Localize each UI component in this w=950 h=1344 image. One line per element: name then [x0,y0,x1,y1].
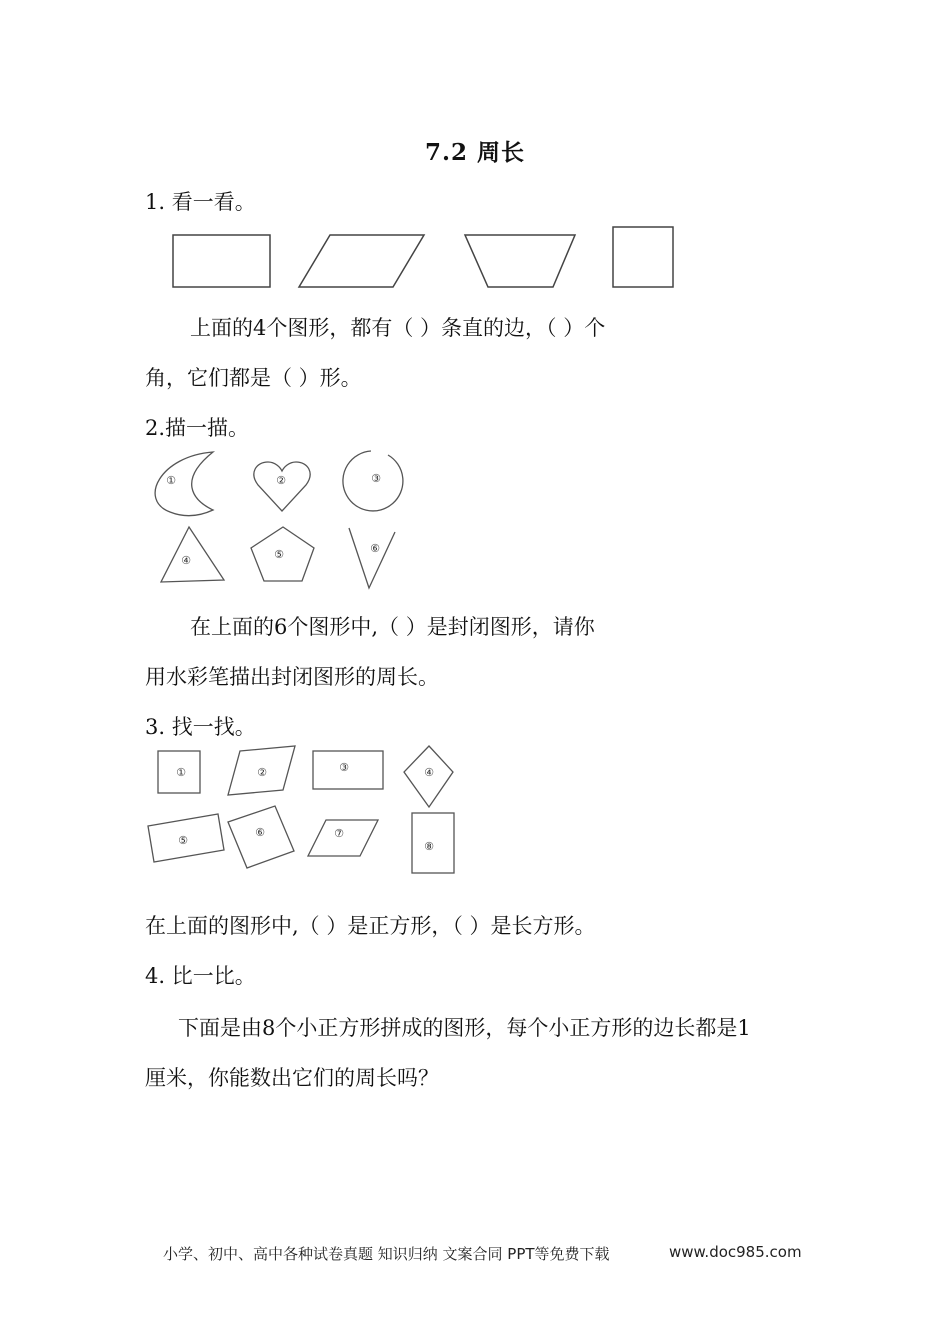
q3-heading: 3. 找一找。 [145,715,256,739]
q2-label-2: ② [276,474,286,487]
q3-label-3: ③ [339,761,349,774]
q4-heading: 4. 比一比。 [145,964,256,988]
q4-text-line2: 厘米，你能数出它们的周长吗？ [145,1066,439,1090]
q1-heading: 1. 看一看。 [145,190,256,214]
footer-site: www.doc985.com [669,1243,802,1261]
q2-text-line2: 用水彩笔描出封闭图形的周长。 [145,665,439,689]
q3-label-7: ⑦ [334,827,344,840]
q1-text-line2: 角，它们都是（ ）形。 [145,366,362,390]
q3-label-8: ⑧ [424,840,434,853]
q3-text-line1: 在上面的图形中,（ ）是正方形，（ ）是长方形。 [145,914,596,938]
q2-label-5: ⑤ [274,548,284,561]
q2-label-1: ① [166,474,176,487]
q2-label-3: ③ [371,472,381,485]
q2-label-6: ⑥ [370,542,380,555]
q2-heading: 2.描一描。 [145,416,250,440]
q3-label-2: ② [257,766,267,779]
q3-label-1: ① [176,766,186,779]
page-title: 7.2 周长 [424,139,526,166]
footer-text: 小学、初中、高中各种试卷真题 知识归纳 文案合同 PPT等免费下载 [163,1245,610,1263]
q2-label-4: ④ [181,554,191,567]
q3-label-5: ⑤ [178,834,188,847]
q3-label-6: ⑥ [255,826,265,839]
q1-text-line1: 上面的4个图形，都有（ ）条直的边，（ ）个 [190,316,606,340]
q3-label-4: ④ [424,766,434,779]
q2-text-line1: 在上面的6个图形中,（ ）是封闭图形，请你 [190,615,595,639]
q4-text-line1: 下面是由8个小正方形拼成的图形，每个小正方形的边长都是1 [178,1016,751,1040]
